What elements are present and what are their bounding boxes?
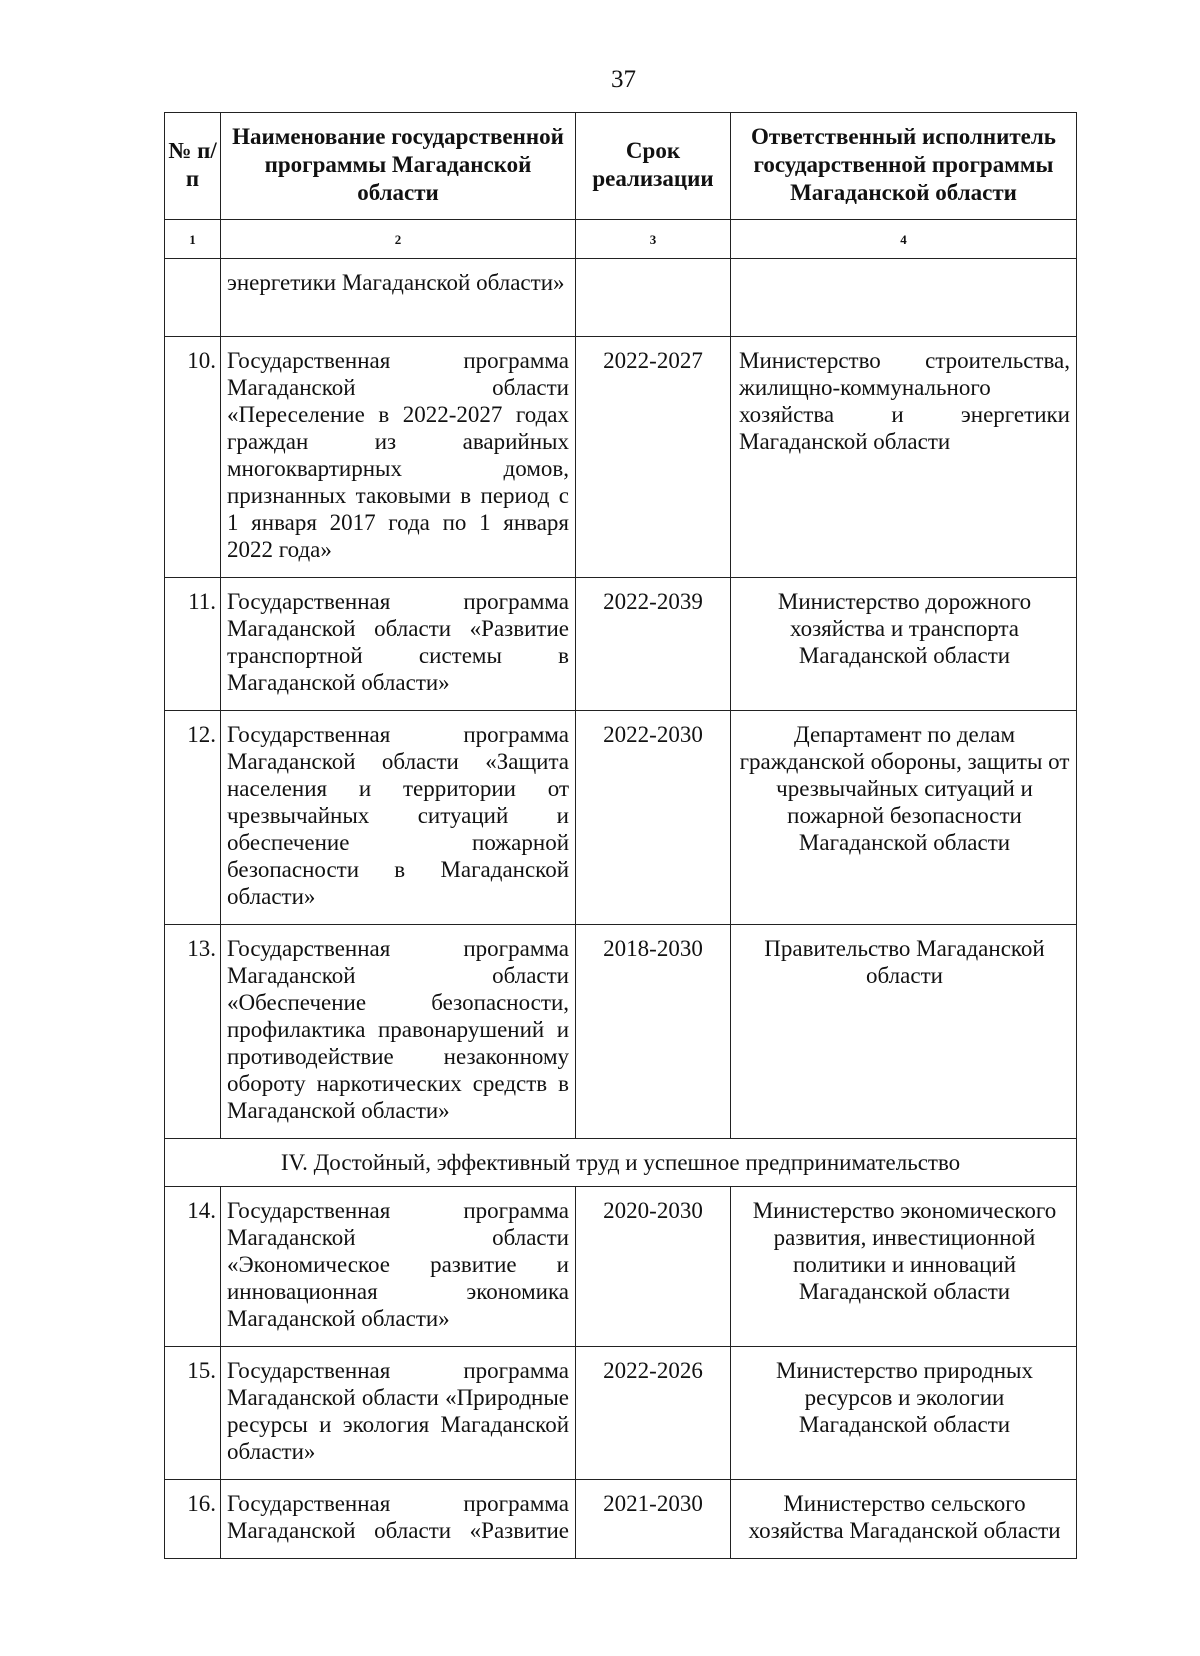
- table-row: [165, 1480, 1077, 1559]
- cell-num: 13.: [165, 925, 221, 1139]
- header-period: Срок реализации: [576, 113, 731, 220]
- cell-executor: Министерство сельского хозяйства Магаданской области: [731, 1480, 1077, 1559]
- cell-period: 2018-2030: [576, 925, 731, 1139]
- cell-executor: Министерство природных ресурсов и экологии Магаданской области: [731, 1347, 1077, 1480]
- cell-name: Государственная программа Магаданской области «Развитие транспортной системы в Магаданской области»: [221, 578, 576, 711]
- cell-num: [165, 259, 221, 337]
- cell-name: Государственная программа Магаданской области «Развитие: [221, 1480, 576, 1559]
- cell-period: 2022-2039: [576, 578, 731, 711]
- table-row: [165, 578, 1077, 711]
- cell-num: 15.: [165, 1347, 221, 1480]
- cell-period: 2021-2030: [576, 1480, 731, 1559]
- column-number: 4: [731, 220, 1077, 259]
- cell-executor: Министерство строительства, жилищно-коммунального хозяйства и энергетики Магаданской области: [731, 337, 1077, 578]
- table-row: [165, 925, 1077, 1139]
- cell-period: 2020-2030: [576, 1187, 731, 1347]
- cell-executor: [731, 259, 1077, 337]
- section-heading: IV. Достойный, эффективный труд и успешное предпринимательство: [165, 1139, 1077, 1187]
- cell-period: 2022-2026: [576, 1347, 731, 1480]
- header-name: Наименование государственной программы Магаданской области: [221, 113, 576, 220]
- header-num: № п/п: [165, 113, 221, 220]
- section-row: [165, 1139, 1077, 1187]
- table-row: [165, 259, 1077, 337]
- cell-period: [576, 259, 731, 337]
- cell-name: Государственная программа Магаданской области «Экономическое развитие и инновационная экономика Магаданской области»: [221, 1187, 576, 1347]
- cell-name: Государственная программа Магаданской области «Переселение в 2022-2027 годах граждан из аварийных многоквартирных домов, признанных таковыми в период с 1 января 2017 года по 1 января 2022 года»: [221, 337, 576, 578]
- cell-name: энергетики Магаданской области»: [221, 259, 576, 337]
- cell-name: Государственная программа Магаданской области «Обеспечение безопасности, профилактика правонарушений и противодействие незаконному обороту наркотических средств в Магаданской области»: [221, 925, 576, 1139]
- cell-executor: Департамент по делам гражданской обороны, защиты от чрезвычайных ситуаций и пожарной безопасности Магаданской области: [731, 711, 1077, 925]
- cell-name: Государственная программа Магаданской области «Защита населения и территории от чрезвычайных ситуаций и обеспечение пожарной безопасности в Магаданской области»: [221, 711, 576, 925]
- column-number: 3: [576, 220, 731, 259]
- cell-executor: Правительство Магаданской области: [731, 925, 1077, 1139]
- column-numbers-row: [165, 220, 1077, 259]
- page-number: 37: [611, 66, 636, 93]
- cell-executor: Министерство дорожного хозяйства и транспорта Магаданской области: [731, 578, 1077, 711]
- header-executor: Ответственный исполнитель государственной программы Магаданской области: [731, 113, 1077, 220]
- table-row: [165, 337, 1077, 578]
- cell-period: 2022-2030: [576, 711, 731, 925]
- programs-table: [164, 112, 1077, 1559]
- cell-num: 14.: [165, 1187, 221, 1347]
- table-header-row: [165, 113, 1077, 220]
- cell-num: 16.: [165, 1480, 221, 1559]
- cell-num: 11.: [165, 578, 221, 711]
- cell-period: 2022-2027: [576, 337, 731, 578]
- column-number: 2: [221, 220, 576, 259]
- cell-num: 12.: [165, 711, 221, 925]
- table-row: [165, 1187, 1077, 1347]
- table-row: [165, 1347, 1077, 1480]
- table-row: [165, 711, 1077, 925]
- cell-name: Государственная программа Магаданской области «Природные ресурсы и экология Магаданской области»: [221, 1347, 576, 1480]
- cell-num: 10.: [165, 337, 221, 578]
- column-number: 1: [165, 220, 221, 259]
- cell-executor: Министерство экономического развития, инвестиционной политики и инноваций Магаданской области: [731, 1187, 1077, 1347]
